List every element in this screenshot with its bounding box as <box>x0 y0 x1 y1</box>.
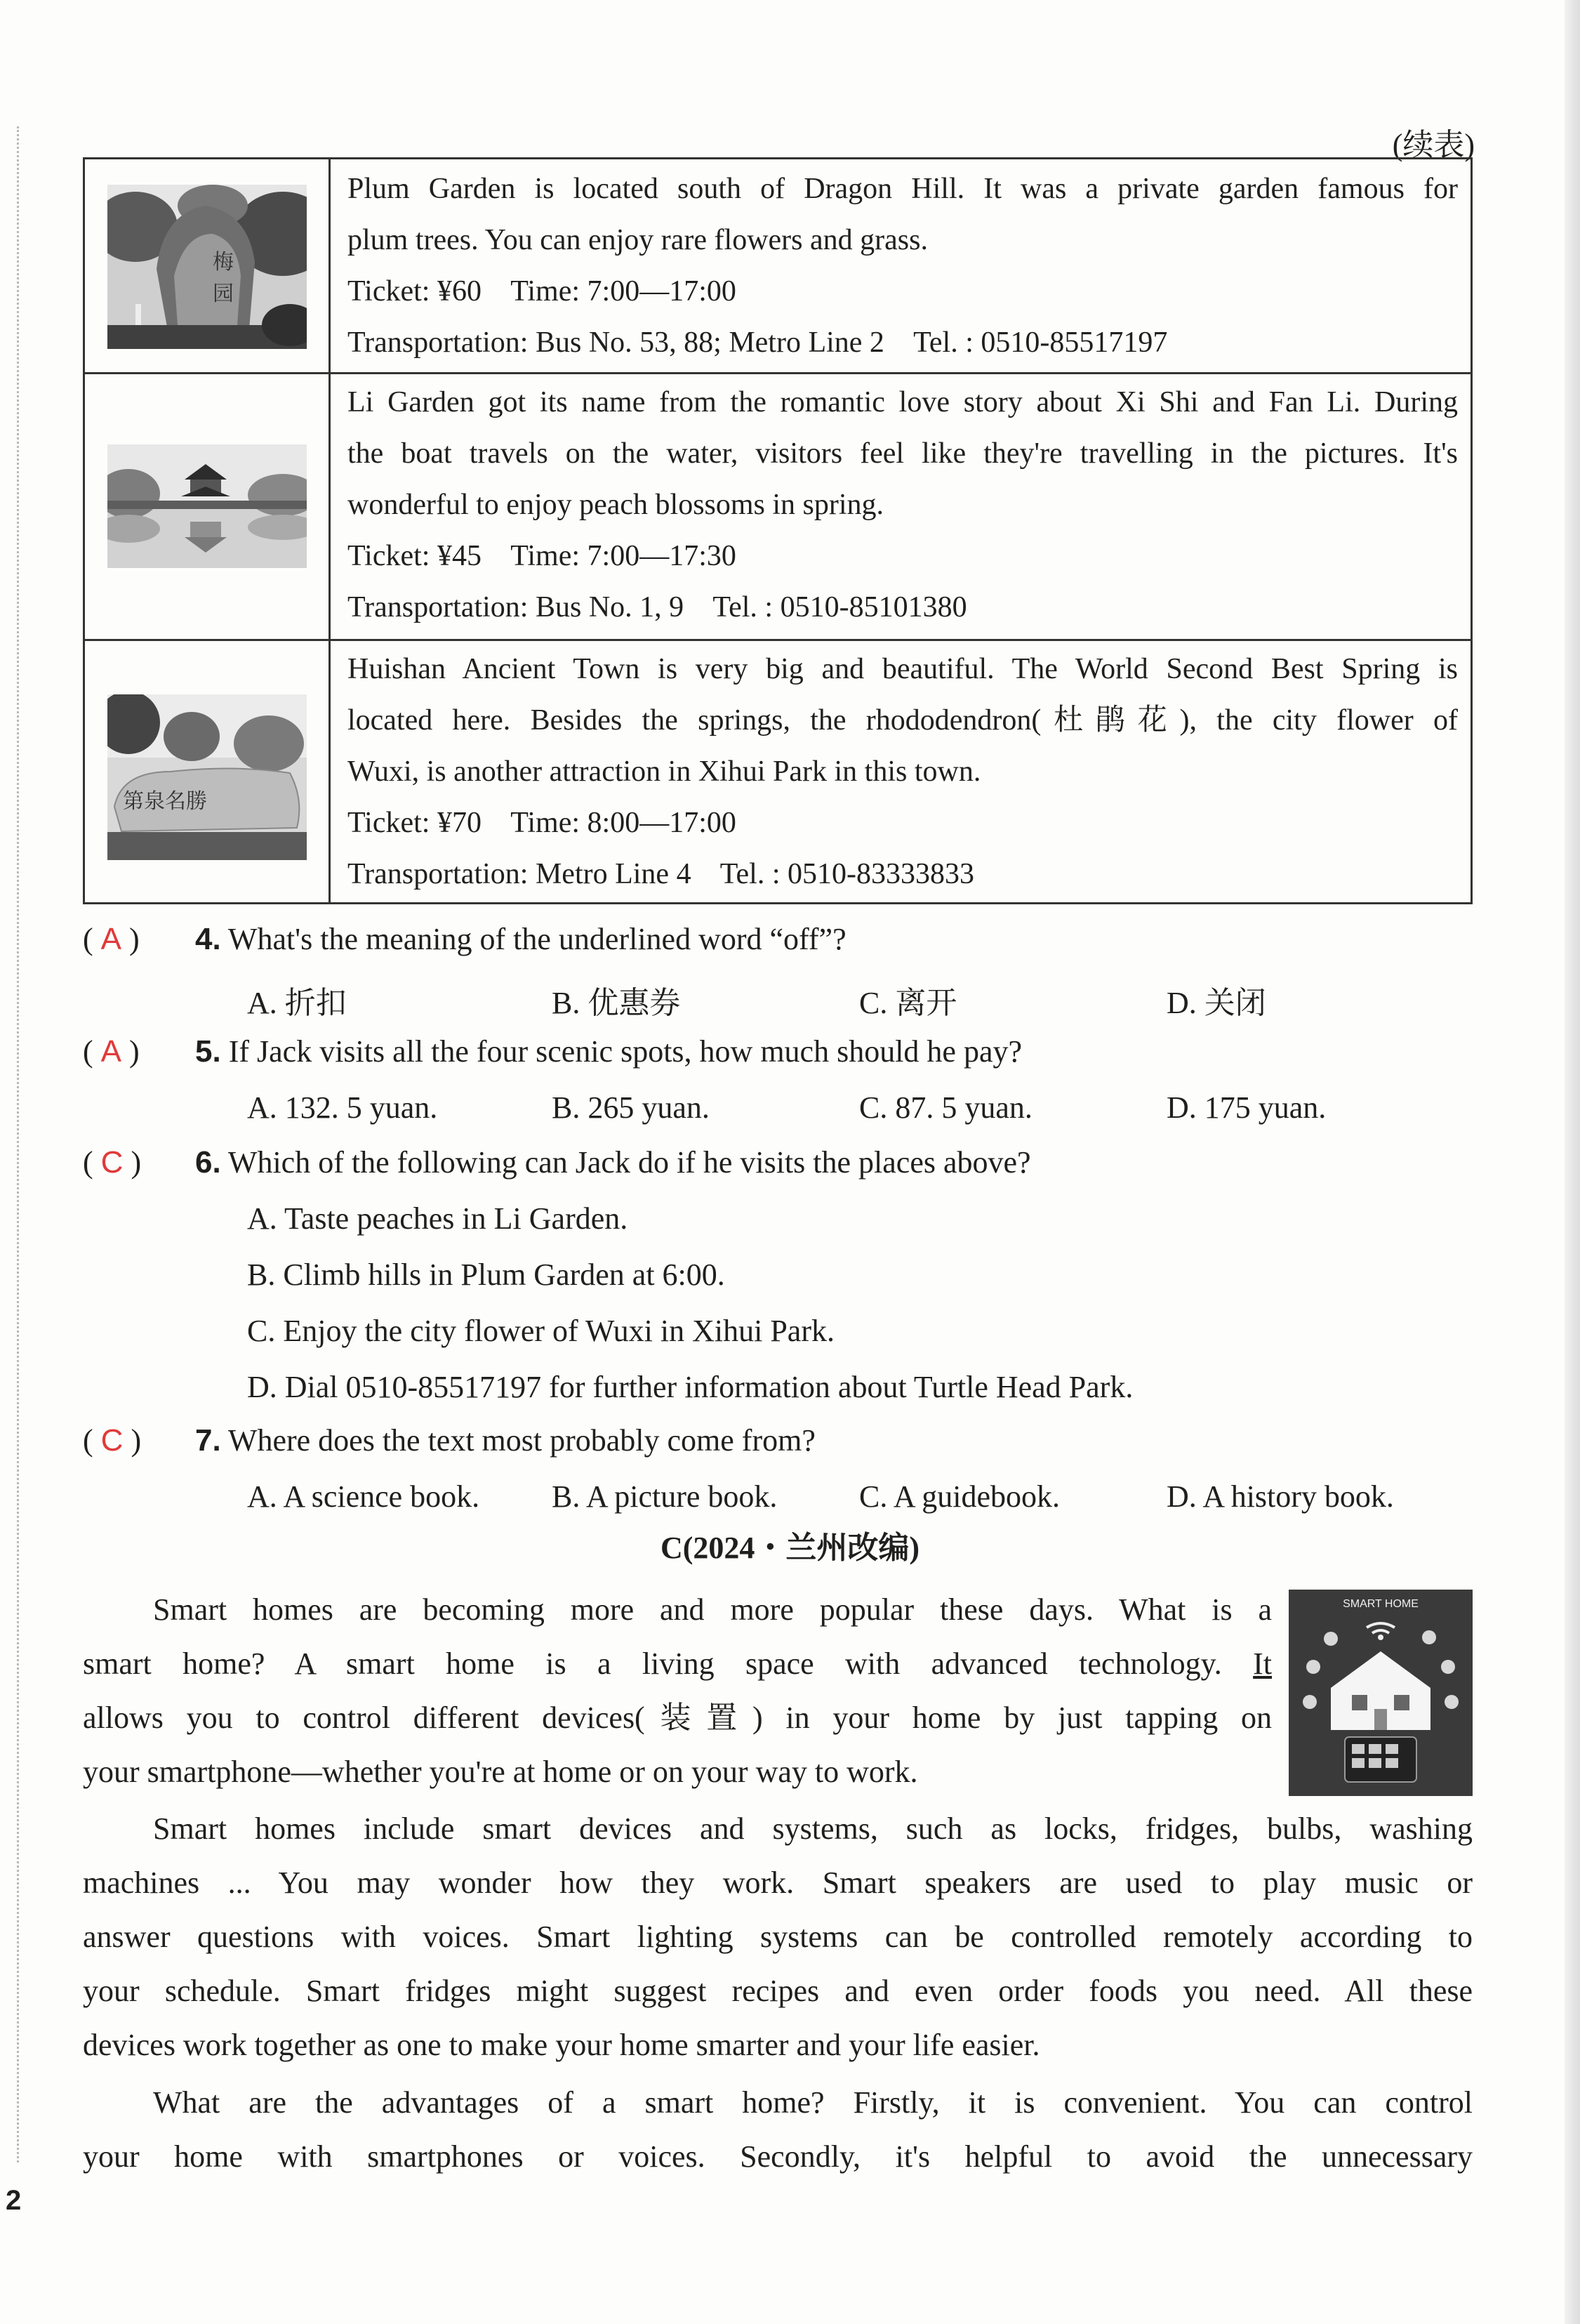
transportation: Transportation: Bus No. 53, 88; Metro Line 2 Tel. : 0510-85517197 <box>347 326 1168 359</box>
binding-line <box>17 126 19 2163</box>
question-text: What's the meaning of the underlined word “off”? <box>227 922 847 956</box>
text-line: Li Garden got its name from the romantic love story about Xi Shi and Fan Li. During <box>347 386 1458 418</box>
text-line: your smartphone—whether you're at home or on your way to work. <box>83 1755 918 1789</box>
text-line: machines ... You may wonder how they work. Smart speakers are used to play music or <box>83 1866 1473 1900</box>
answer-mark: C <box>100 1423 124 1458</box>
question-5: ( A ) 5. If Jack visits all the four scenic spots, how much should he pay? <box>83 1034 1023 1069</box>
li-garden-text <box>347 377 1458 633</box>
text-line: the boat travels on the water, visitors feel like they're travelling in the pictures. It's <box>347 437 1458 470</box>
text-line: wonderful to enjoy peach blossoms in spring. <box>347 489 884 521</box>
option-b: B. 优惠券 <box>552 986 681 1020</box>
image-cell <box>85 374 331 639</box>
question-7: ( C ) 7. Where does the text most probably come from? <box>83 1423 816 1458</box>
question-text: Where does the text most probably come from? <box>227 1423 816 1458</box>
text-line: allows you to control different devices(装置) in your home by just tapping on <box>83 1701 1272 1735</box>
huishan-town-photo <box>107 694 307 860</box>
text-line: located here. Besides the springs, the rhododendron(杜鹃花), the city flower of <box>347 704 1458 737</box>
option-a: A. Taste peaches in Li Garden. <box>247 1201 628 1236</box>
option-a: A. 折扣 <box>247 986 347 1020</box>
option-a: A. 132. 5 yuan. <box>247 1090 438 1125</box>
svg-text:园: 园 <box>213 282 234 306</box>
text-line: smart home? A smart home is a living space with advanced technology. It <box>83 1646 1273 1681</box>
question-text: If Jack visits all the four scenic spots, how much should he pay? <box>228 1034 1023 1069</box>
option-b: B. 265 yuan. <box>552 1090 710 1125</box>
paragraph-3 <box>83 2075 1473 2184</box>
text-line: your schedule. Smart fridges might suggest recipes and even order foods you need. All these <box>83 1974 1473 2008</box>
question-6: ( C ) 6. Which of the following can Jack do if he visits the places above? <box>83 1145 1031 1180</box>
option-c: C. 离开 <box>859 986 957 1020</box>
question-number: 5. <box>195 1034 221 1069</box>
svg-text:梅: 梅 <box>213 250 234 275</box>
table-row <box>85 159 1471 374</box>
svg-text:第泉名勝: 第泉名勝 <box>123 789 207 814</box>
option-c: C. 87. 5 yuan. <box>859 1090 1033 1125</box>
plum-garden-photo <box>107 185 307 349</box>
question-number: 7. <box>195 1423 221 1458</box>
question-4: ( A ) 4. What's the meaning of the underlined word “off”? <box>83 922 847 956</box>
option-c: C. A guidebook. <box>859 1479 1061 1514</box>
table-row <box>85 641 1471 902</box>
continued-label: (续表) <box>1392 128 1475 162</box>
text-line: plum trees. You can enjoy rare flowers and grass. <box>347 224 928 256</box>
option-d: D. 175 yuan. <box>1167 1090 1327 1125</box>
plum-garden-text <box>347 164 1458 369</box>
option-b: B. A picture book. <box>552 1479 778 1514</box>
transportation: Transportation: Bus No. 1, 9 Tel. : 0510-85101380 <box>347 591 967 623</box>
section-title: C(2024・兰州改编) <box>660 1531 920 1565</box>
paragraph-1 <box>83 1583 1272 1799</box>
answer-mark: C <box>100 1145 124 1180</box>
option-b: B. Climb hills in Plum Garden at 6:00. <box>247 1257 725 1292</box>
option-d: D. Dial 0510-85517197 for further information about Turtle Head Park. <box>247 1370 1134 1404</box>
image-cell <box>85 641 331 902</box>
option-d: D. A history book. <box>1167 1479 1394 1514</box>
option-d: D. 关闭 <box>1167 986 1266 1020</box>
text-line: Smart homes are becoming more and more popular these days. What is a <box>153 1592 1272 1627</box>
question-number: 4. <box>195 922 221 956</box>
page-number: 2 <box>6 2185 22 2216</box>
smart-home-image <box>1289 1590 1473 1796</box>
attractions-table <box>83 157 1473 904</box>
transportation: Transportation: Metro Line 4 Tel. : 0510-83333833 <box>347 858 974 890</box>
text-line: your home with smartphones or voices. Secondly, it's helpful to avoid the unnecessary <box>83 2139 1473 2174</box>
text-line: Plum Garden is located south of Dragon Hill. It was a private garden famous for <box>347 173 1458 205</box>
image-cell <box>85 159 331 372</box>
text-line: Wuxi, is another attraction in Xihui Park in this town. <box>347 755 981 788</box>
paragraph-2 <box>83 1802 1473 2072</box>
image-label: SMART HOME <box>1343 1598 1419 1610</box>
table-row <box>85 374 1471 641</box>
text-line: What are the advantages of a smart home? Firstly, it is convenient. You can control <box>153 2085 1473 2120</box>
ticket-time: Ticket: ¥60 Time: 7:00—17:00 <box>347 275 736 308</box>
underlined-word: It <box>1253 1646 1273 1681</box>
ticket-time: Ticket: ¥45 Time: 7:00—17:30 <box>347 540 736 572</box>
text-line: Smart homes include smart devices and systems, such as locks, fridges, bulbs, washing <box>153 1811 1473 1846</box>
house-icon <box>1289 1618 1473 1796</box>
answer-mark: A <box>100 922 122 956</box>
option-a: A. A science book. <box>247 1479 480 1514</box>
question-text: Which of the following can Jack do if he visits the places above? <box>227 1145 1031 1180</box>
text-line: Huishan Ancient Town is very big and beautiful. The World Second Best Spring is <box>347 653 1458 685</box>
text-line: answer questions with voices. Smart lighting systems can be controlled remotely according to <box>83 1920 1473 1954</box>
ticket-time: Ticket: ¥70 Time: 8:00—17:00 <box>347 807 736 839</box>
text-line: devices work together as one to make your home smarter and your life easier. <box>83 2028 1040 2062</box>
li-garden-photo <box>107 444 307 568</box>
page-edge <box>1565 0 1580 2324</box>
question-number: 6. <box>195 1145 221 1180</box>
option-c: C. Enjoy the city flower of Wuxi in Xihui Park. <box>247 1314 835 1348</box>
huishan-town-text <box>347 644 1458 900</box>
answer-mark: A <box>100 1034 122 1069</box>
